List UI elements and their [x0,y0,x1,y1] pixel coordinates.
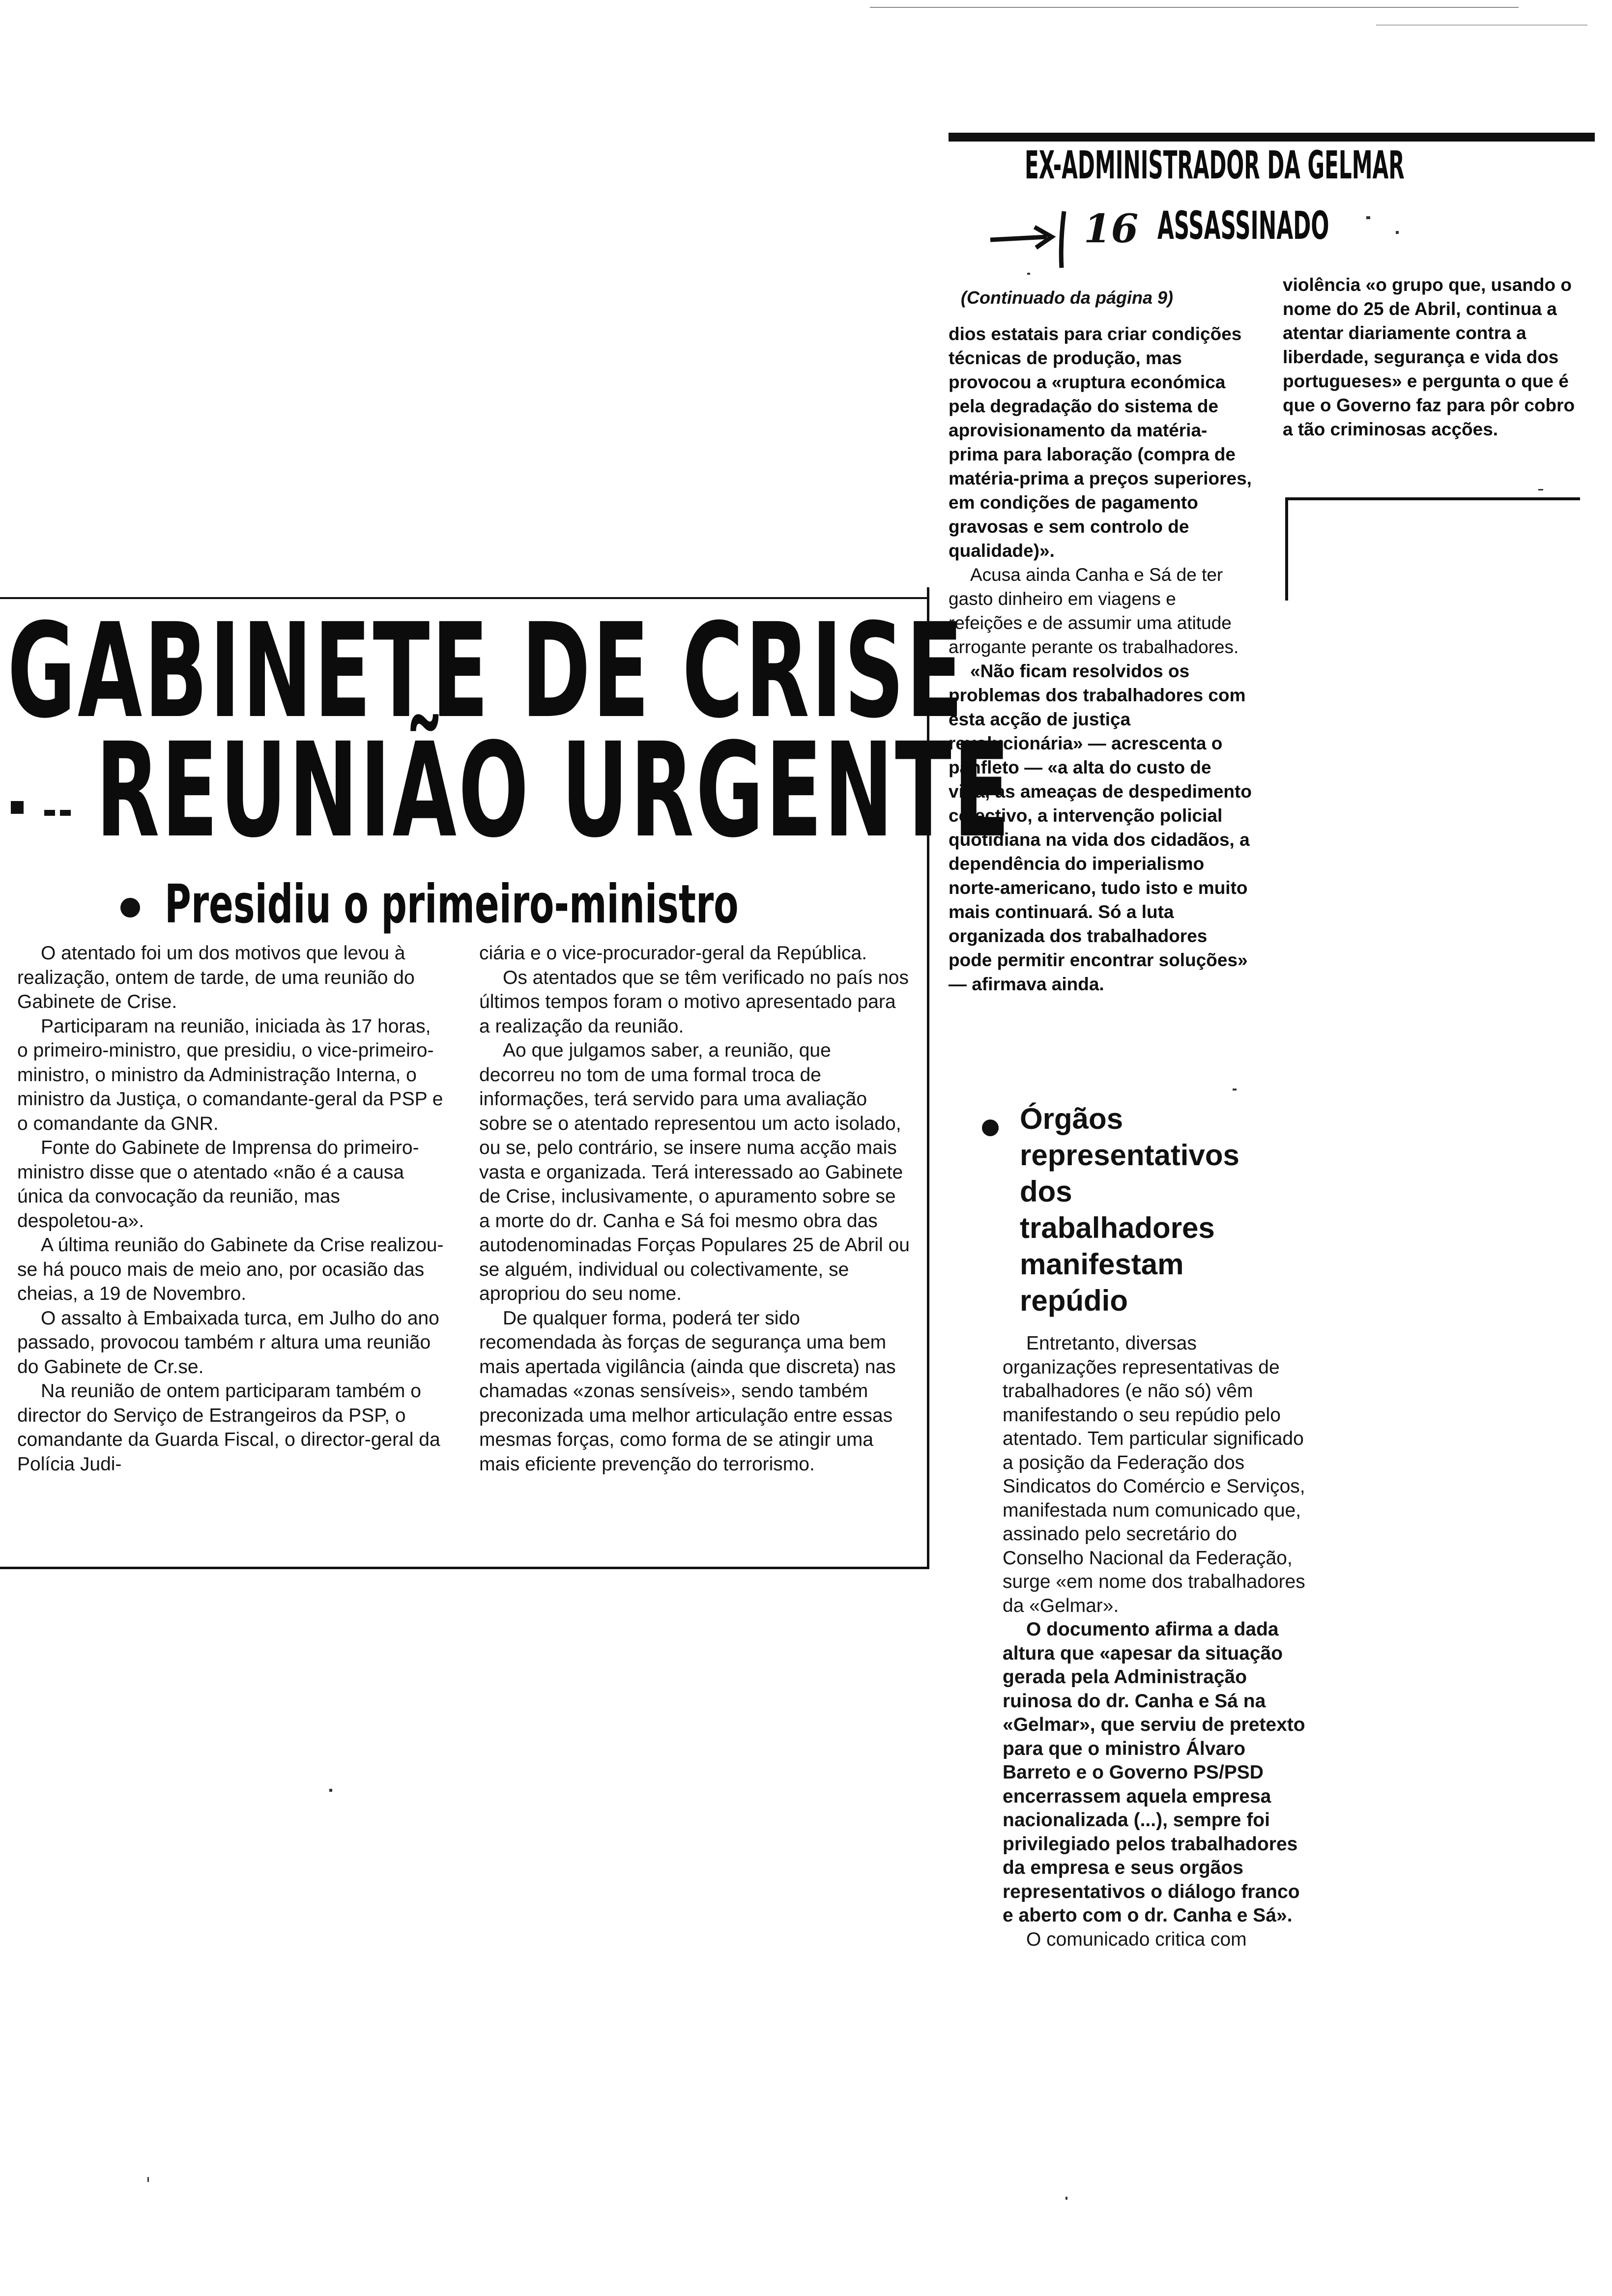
paragraph: De qualquer forma, poderá ter sido recomendada às forças de segurança uma bem mais apertada vigilância (ainda que discreta) nas chamadas «zonas sensíveis», sendo também preconizada uma melhor articulação entre essas mesmas forças, como forma de se atingir uma mais eficiente prevenção do terrorismo. [479,1307,896,1475]
subhead-line: trabalhadores [1020,1211,1215,1244]
right-article-top-rule [949,133,1595,142]
paragraph: O assalto à Embaixada turca, em Julho do ano passado, provocou também r altura uma reunião do Gabinete de Cr.se. [17,1307,439,1378]
paragraph: A última reunião do Gabinete da Crise realizou-se há pouco mais de meio ano, por ocasião das cheias, a 19 de Novembro. [17,1234,444,1304]
scan-speck [1538,489,1543,490]
paragraph: dios estatais para criar condições técnicas de produção, mas provocou a «ruptura económica pela degradação do sistema de aprovisionamento da matéria-prima para laboração (compra de matéria-prima a preços superiores, em condições de pagamento gravosas e sem controlo de qualidade)». [949,324,1252,561]
scan-speck [1366,216,1370,219]
subhead-line: representativos [1020,1139,1239,1172]
scan-speck [1065,2197,1067,2200]
right-subhead [1020,1101,1239,1319]
bullet-icon [120,898,140,918]
bullet-icon [982,1119,999,1136]
right-col1-text [949,322,1253,996]
left-col1-text [17,941,445,1476]
scan-speck [1233,1089,1237,1091]
left-headline-line2: REUNIÃO URGENTE [96,715,1012,866]
frame-rule [1285,497,1580,500]
subhead-line: Órgãos [1020,1102,1123,1135]
paragraph: Entretanto, diversas organizações representativas de trabalhadores (e não só) vêm manifestando o seu repúdio pelo atentado. Tem particular significado a posição da Federação dos Sindicatos do Comércio e Serviços, manifestada num comunicado que, assinado pelo secretário do Conselho Nacional da Federação, surge «em nome dos trabalhadores da «Gelmar». [1003,1333,1305,1616]
left-col2-text [479,941,912,1476]
paragraph: Acusa ainda Canha e Sá de ter gasto dinheiro em viagens e refeições e de assumir uma atitude arrogante perante os trabalhadores. [949,565,1239,657]
paragraph: O atentado foi um dos motivos que levou à realização, ontem de tarde, de uma reunião do Gabinete de Crise. [17,943,415,1012]
right-headline-line1: EX-ADMINISTRADOR DA GELMAR [1025,144,1405,188]
left-article-bottom-rule [0,1567,929,1569]
paragraph: Participaram na reunião, iniciada às 17 horas, o primeiro-ministro, que presidiu, o vice-primeiro-ministro, o ministro da Administração Interna, o ministro da Justiça, o comandante-geral da PSP e o comandante da GNR. [17,1015,443,1134]
scan-speck [1027,273,1030,275]
paragraph: Fonte do Gabinete de Imprensa do primeiro-ministro disse que o atentado «não é a causa única da convocação da reunião, mas despoletou-a». [17,1137,419,1232]
scan-speck [1396,231,1399,234]
paragraph: Os atentados que se têm verificado no país nos últimos tempos foram o motivo apresentado para a realização da reunião. [479,967,909,1037]
subhead-line: manifestam [1020,1248,1184,1281]
scan-speck [147,2177,149,2182]
paragraph: O comunicado critica com [1026,1928,1247,1950]
scan-edge-line [870,7,1519,8]
paragraph: Ao que julgamos saber, a reunião, que decorreu no tom de uma formal troca de informações, terá servido para uma avaliação sobre se o atentado representou um acto isolado, ou se, pelo contrário, se insere numa acção mais vasta e organizada. Terá interessado ao Gabinete de Crise, inclusivamente, o apuramento sobre se a morte do dr. Canha e Sá foi mesmo obra das autodenominadas Forças Populares 25 de Abril ou se alguém, individual ou colectivamente, se apropriou do seu nome. [479,1040,910,1304]
handwritten-page-number: 16 [1084,205,1139,252]
right-col2-bottom-text [1003,1332,1307,1952]
paragraph: violência «o grupo que, usando o nome do 25 de Abril, continua a atentar diariamente contra a liberdade, segurança e vida dos portugueses» e pergunta o que é que o Governo faz para pôr cobro a tão criminosas acções. [1283,275,1575,439]
subhead-line: dos [1020,1175,1072,1208]
subhead-line: repúdio [1020,1284,1128,1317]
continuation-note: (Continuado da página 9) [961,287,1173,308]
right-col2-top-text [1283,273,1583,441]
left-subheading: Presidiu o primeiro-ministro [165,874,739,935]
scan-speck [329,1789,332,1792]
left-headline-line1: GABINETE DE CRISE [7,596,965,747]
paragraph: «Não ficam resolvidos os problemas dos trabalhadores com esta acção de justiça revolucionária» — acrescenta o panfleto — «a alta do custo de vida, as ameaças de despedimento colectivo, a intervenção policial quotidiana na vida dos cidadãos, a dependência do imperialismo norte-americano, tudo isto e muito mais continuará. Só a luta organizada dos trabalhadores pode permitir encontrar soluções» — afirmava ainda. [949,661,1252,994]
frame-rule [1285,497,1288,601]
paragraph: ciária e o vice-procurador-geral da República. [479,943,867,964]
paragraph: Na reunião de ontem participaram também o director do Serviço de Estrangeiros da PSP, o comandante da Guarda Fiscal, o director-geral da Polícia Judi- [17,1380,440,1475]
print-mark-icon [11,796,94,835]
right-headline-line2: ASSASSINADO [1157,204,1329,248]
paragraph: O documento afirma a dada altura que «apesar da situação gerada pela Administração ruinosa do dr. Canha e Sá na «Gelmar», que serviu de pretexto para que o ministro Álvaro Barreto e o Governo PS/PSD encerrassem aquela empresa nacionalizada (...), sempre foi privilegiado pelos trabalhadores da empresa e seus orgãos representativos o diálogo franco e aberto com o dr. Canha e Sá». [1003,1619,1305,1926]
scan-edge-line [1376,25,1587,26]
